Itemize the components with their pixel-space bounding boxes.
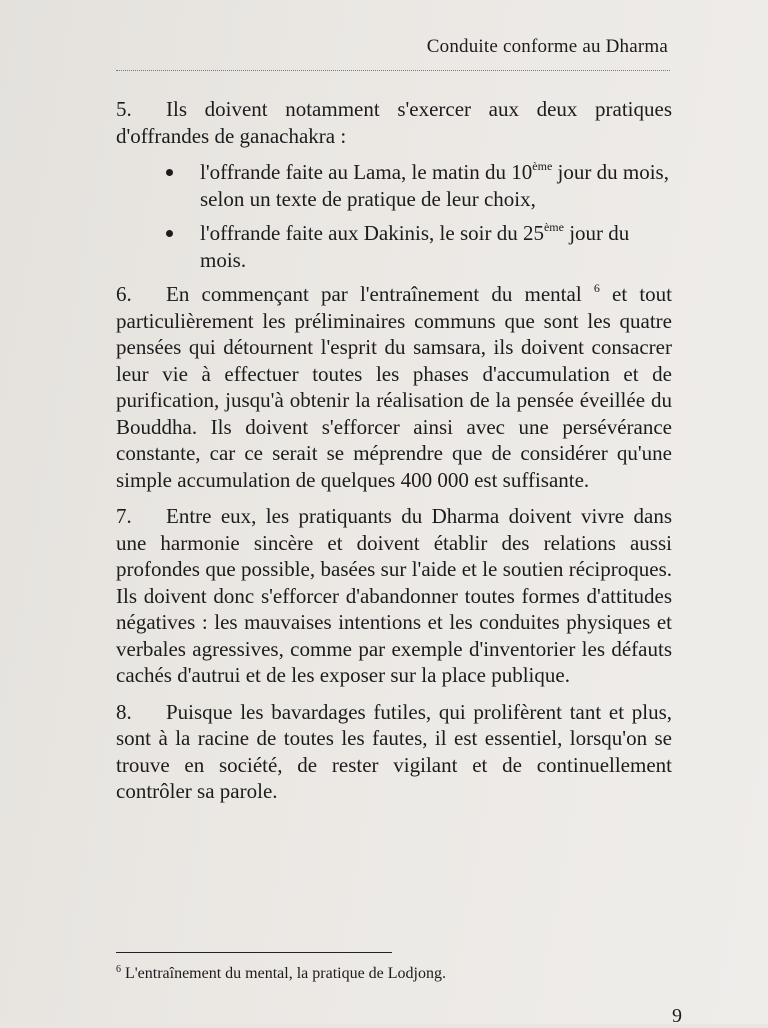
list-item-text: l'offrande faite au Lama, le matin du 10 — [200, 160, 533, 184]
paragraph-number: 8. — [116, 699, 132, 724]
footnote — [116, 965, 672, 983]
list-item-text: jour du mois. — [200, 221, 630, 272]
offerings-list — [116, 159, 672, 273]
footnote-reference[interactable]: 6 — [593, 281, 600, 295]
running-head: Conduite conforme au Dharma — [426, 36, 668, 57]
paragraph-text: et tout particulièrement les préliminaires communs que sont les quatre pensées qui détournent l'esprit du samsara, ils doivent consacrer leur vie à effectuer toutes les phases d'accumulation et de purification, jusqu'à obtenir la réalisation de la pensée éveillée du Bouddha. Ils doivent s'efforcer ainsi avec une persévérance constante, car ce serait se méprendre que de considérer qu'une simple accumulation de quelques 400 000 est suffisante. — [116, 282, 672, 492]
paragraph-7 — [116, 503, 672, 689]
paragraph-5 — [116, 96, 672, 149]
paragraph-text: Entre eux, les pratiquants du Dharma doivent vivre dans une harmonie sincère et doivent établir des relations aussi profondes que possible, basées sur l'aide et le soutien réciproques. Ils doivent donc s'efforcer d'abandonner toutes formes d'attitudes négatives : les mauvaises intentions et les conduites physiques et verbales agressives, comme par exemple d'inventorier les défauts cachés d'autrui et de les exposer sur la place publique. — [116, 504, 672, 687]
page-number: 9 — [672, 1005, 682, 1027]
paragraph-text: Puisque les bavardages futiles, qui prolifèrent tant et plus, sont à la racine de toutes les fautes, il est essentiel, lorsqu'on se trouve en société, de rester vigilant et de continuellement contrôler sa parole. — [116, 699, 672, 803]
paragraph-text: En commençant par l'entraînement du mental — [166, 282, 582, 306]
list-item-text: jour du mois, selon un texte de pratique de leur choix, — [200, 160, 669, 211]
paragraph-8 — [116, 699, 672, 805]
superscript: ème — [532, 159, 553, 173]
paragraph-number: 5. — [116, 97, 132, 121]
body-text — [116, 96, 672, 815]
bullet-icon — [166, 169, 173, 176]
footnote-mark: 6 — [116, 964, 121, 975]
footnote-text: L'entraînement du mental, la pratique de Lodjong. — [121, 965, 446, 982]
paragraph-number: 7. — [116, 504, 132, 528]
list-item-text: l'offrande faite aux Dakinis, le soir du 25 — [200, 221, 544, 245]
footnote-rule — [116, 952, 392, 953]
header-rule — [116, 70, 670, 71]
paragraph-number: 6. — [116, 282, 132, 306]
paragraph-6 — [116, 281, 672, 493]
paragraph-text: Ils doivent notamment s'exercer aux deux pratiques d'offrandes de ganachakra : — [116, 97, 672, 148]
list-item — [116, 159, 672, 212]
list-item — [116, 220, 672, 273]
bullet-icon — [166, 230, 173, 237]
superscript: ème — [543, 220, 564, 234]
